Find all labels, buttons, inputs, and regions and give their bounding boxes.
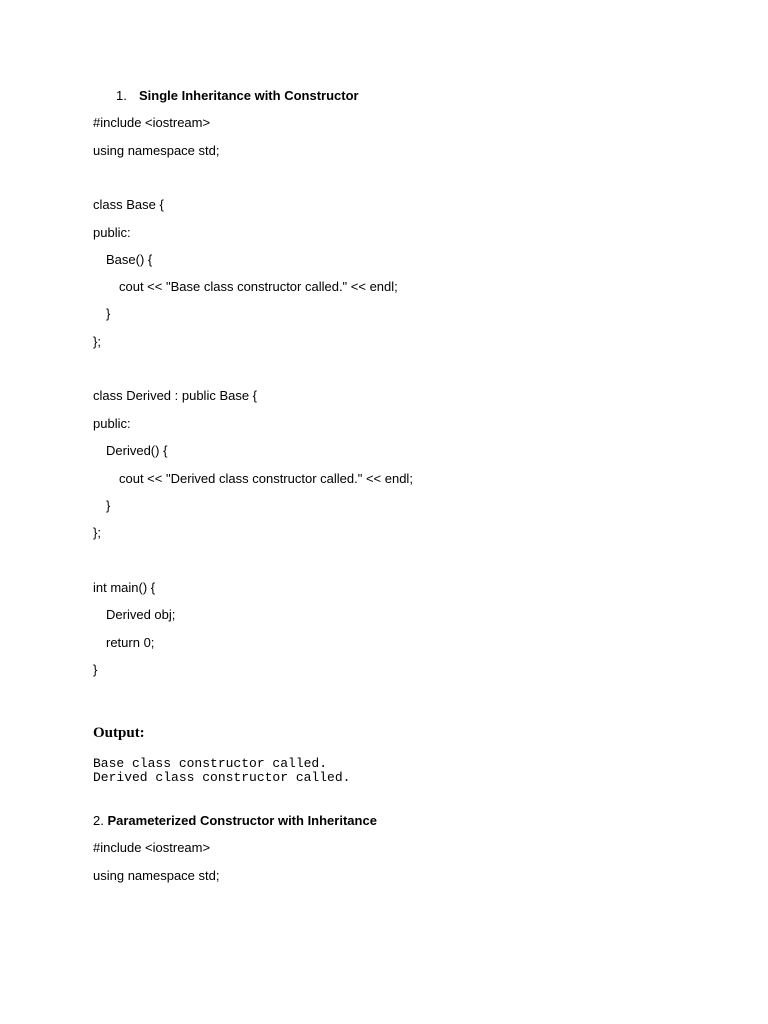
- section-1-number: 1.: [116, 88, 127, 103]
- code-line: Derived obj;: [106, 607, 176, 622]
- code-line: return 0;: [106, 635, 155, 650]
- section-2-heading: [93, 813, 377, 829]
- section-2-number: 2.: [93, 813, 104, 828]
- code-line: }: [106, 306, 111, 321]
- section-1-title: Single Inheritance with Constructor: [139, 88, 359, 103]
- code-line: Base() {: [106, 252, 153, 267]
- output-line: Base class constructor called.: [93, 756, 328, 771]
- code-line: public:: [93, 416, 131, 431]
- code-line: cout << "Derived class constructor called." << endl;: [119, 471, 413, 486]
- code-line: class Derived : public Base {: [93, 388, 258, 403]
- code-line: };: [93, 525, 101, 540]
- code-line: }: [106, 498, 111, 513]
- code-line: using namespace std;: [93, 143, 220, 158]
- output-heading: Output:: [93, 725, 145, 741]
- output-line: Derived class constructor called.: [93, 770, 351, 785]
- code-line: class Base {: [93, 197, 164, 212]
- code-line: cout << "Base class constructor called." << endl;: [119, 279, 398, 294]
- code-line: public:: [93, 225, 131, 240]
- code-line: }: [93, 662, 98, 677]
- code-line: Derived() {: [106, 443, 168, 458]
- code-line: #include <iostream>: [93, 115, 211, 130]
- code-line: };: [93, 334, 101, 349]
- code-line: using namespace std;: [93, 868, 220, 883]
- section-2-title: Parameterized Constructor with Inheritance: [107, 813, 377, 828]
- code-line: int main() {: [93, 580, 156, 595]
- code-line: #include <iostream>: [93, 840, 211, 855]
